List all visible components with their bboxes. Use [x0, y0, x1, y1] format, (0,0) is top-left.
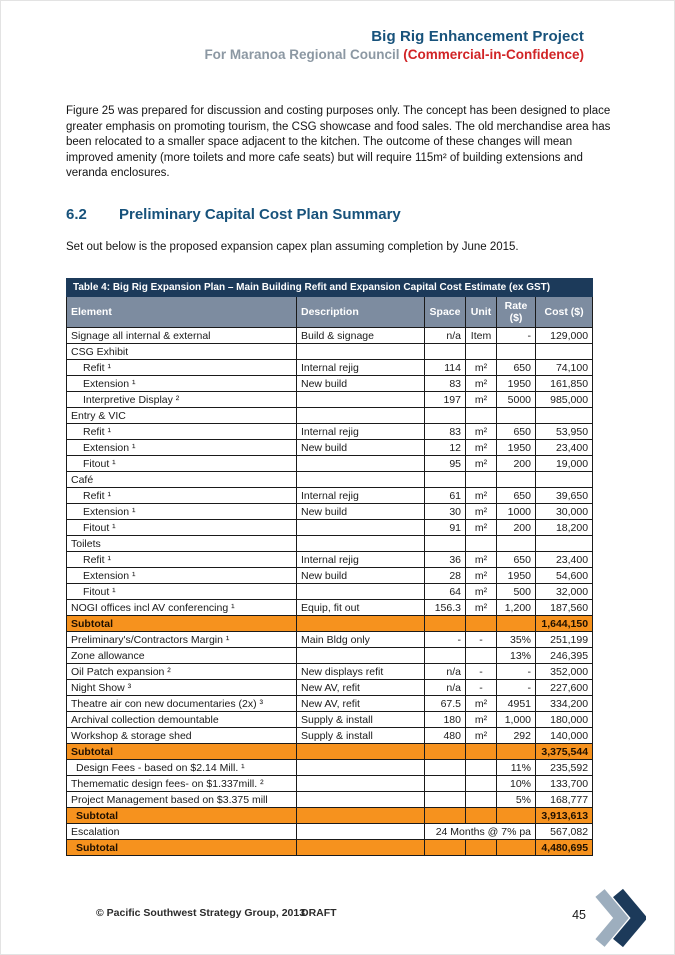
cell-cost: 129,000: [536, 328, 593, 344]
cell-element: Oil Patch expansion ²: [67, 664, 297, 680]
cell-description: [297, 520, 425, 536]
cell-cost: 19,000: [536, 456, 593, 472]
cell-space: 67.5: [425, 696, 466, 712]
cell-element: Workshop & storage shed: [67, 728, 297, 744]
page-number: 45: [572, 908, 586, 922]
cell-cost: 985,000: [536, 392, 593, 408]
cell-space: 114: [425, 360, 466, 376]
confidentiality-label: (Commercial-in-Confidence): [403, 47, 584, 62]
cell-element: Extension ¹: [67, 504, 297, 520]
table-caption: Table 4: Big Rig Expansion Plan – Main Building Refit and Expansion Capital Cost Estimate (ex GST): [67, 279, 593, 297]
cell-unit: [466, 472, 497, 488]
cell-cost: 1,644,150: [536, 616, 593, 632]
table-row: [67, 648, 593, 664]
cell-unit: [466, 792, 497, 808]
cell-element: Project Management based on $3.375 mill: [67, 792, 297, 808]
cell-rate: [497, 808, 536, 824]
cell-space: [425, 792, 466, 808]
cell-space: [425, 776, 466, 792]
cell-rate: -: [497, 664, 536, 680]
cell-space: n/a: [425, 328, 466, 344]
cell-rate: [497, 472, 536, 488]
cell-rate: -: [497, 680, 536, 696]
subtitle-client: For Maranoa Regional Council: [204, 47, 404, 62]
cell-unit: Item: [466, 328, 497, 344]
cell-unit: m²: [466, 552, 497, 568]
cell-unit: m²: [466, 488, 497, 504]
cell-unit: m²: [466, 376, 497, 392]
cell-element: Café: [67, 472, 297, 488]
cell-unit: m²: [466, 584, 497, 600]
cell-cost: 18,200: [536, 520, 593, 536]
cell-description: [297, 792, 425, 808]
table-row: [67, 392, 593, 408]
cell-description: New build: [297, 376, 425, 392]
cell-element: Refit ¹: [67, 552, 297, 568]
cell-description: Main Bldg only: [297, 632, 425, 648]
group-row: [67, 344, 593, 360]
cell-element: Theatre air con new documentaries (2x) ³: [67, 696, 297, 712]
cell-element: Entry & VIC: [67, 408, 297, 424]
cell-element: Signage all internal & external: [67, 328, 297, 344]
cell-space: 180: [425, 712, 466, 728]
cell-unit: -: [466, 632, 497, 648]
cell-element: Extension ¹: [67, 376, 297, 392]
cell-unit: m²: [466, 728, 497, 744]
table-row: [67, 600, 593, 616]
cell-description: [297, 456, 425, 472]
cell-space: n/a: [425, 664, 466, 680]
cell-rate: 1950: [497, 376, 536, 392]
cell-cost: 567,082: [536, 824, 593, 840]
cell-description: [297, 648, 425, 664]
cell-cost: 352,000: [536, 664, 593, 680]
document-header: [204, 28, 584, 62]
cell-rate: [497, 344, 536, 360]
cell-space: [425, 344, 466, 360]
table-row: [67, 328, 593, 344]
cell-space: [425, 616, 466, 632]
cell-description: Supply & install: [297, 728, 425, 744]
cell-description: [297, 472, 425, 488]
cell-cost: 54,600: [536, 568, 593, 584]
table-row: [67, 824, 593, 840]
cell-description: New build: [297, 568, 425, 584]
cell-space: [425, 408, 466, 424]
cell-unit: [466, 648, 497, 664]
cell-element: Escalation: [67, 824, 297, 840]
cell-rate: 5000: [497, 392, 536, 408]
table-row: [67, 424, 593, 440]
cell-unit: m²: [466, 360, 497, 376]
table-row: [67, 488, 593, 504]
cell-cost: 161,850: [536, 376, 593, 392]
cell-space: [425, 840, 466, 856]
cell-cost: 246,395: [536, 648, 593, 664]
cell-description: [297, 824, 425, 840]
cell-unit: [466, 760, 497, 776]
cell-element: Night Show ³: [67, 680, 297, 696]
table-row: [67, 504, 593, 520]
table-row: [67, 584, 593, 600]
cell-unit: m²: [466, 520, 497, 536]
cell-unit: -: [466, 664, 497, 680]
table-row: [67, 792, 593, 808]
cell-rate: 35%: [497, 632, 536, 648]
cell-space: [425, 472, 466, 488]
cell-space: [425, 648, 466, 664]
intro-paragraph: Figure 25 was prepared for discussion and costing purposes only. The concept has been designed to place greater emphasis on promoting tourism, the CSG showcase and food sales. The old merchandise area has been relocated to a smaller space adjacent to the kitchen. The outcome of these changes will mean improved amenity (more toilets and more cafe seats) but will require 115m² of building extensions and veranda enclosures.: [66, 105, 611, 180]
table-row: [67, 456, 593, 472]
cell-description: [297, 408, 425, 424]
draft-watermark: DRAFT: [301, 907, 337, 919]
cell-cost: 187,560: [536, 600, 593, 616]
cell-unit: [466, 744, 497, 760]
col-header-unit: Unit: [466, 297, 497, 328]
cell-element: Themematic design fees- on $1.337mill. ²: [67, 776, 297, 792]
cell-rate: 1950: [497, 568, 536, 584]
cell-rate: 500: [497, 584, 536, 600]
cell-space: 12: [425, 440, 466, 456]
cell-cost: 140,000: [536, 728, 593, 744]
cell-unit: [466, 536, 497, 552]
cell-cost: 3,375,544: [536, 744, 593, 760]
cell-description: [297, 760, 425, 776]
cell-description: New AV, refit: [297, 680, 425, 696]
group-row: [67, 408, 593, 424]
footer-copyright: © Pacific Southwest Strategy Group, 2013: [96, 907, 306, 919]
table-row: [67, 728, 593, 744]
cell-rate: [497, 536, 536, 552]
cell-rate: [497, 840, 536, 856]
cell-cost: 251,199: [536, 632, 593, 648]
cell-cost: 23,400: [536, 552, 593, 568]
cell-space: [425, 536, 466, 552]
cell-element: Subtotal: [67, 840, 297, 856]
cell-cost: 39,650: [536, 488, 593, 504]
cell-description: [297, 616, 425, 632]
cost-table-body: [67, 328, 593, 856]
cell-cost: [536, 472, 593, 488]
cell-space: [425, 760, 466, 776]
cell-element: Interpretive Display ²: [67, 392, 297, 408]
cell-cost: 4,480,695: [536, 840, 593, 856]
cell-cost: 74,100: [536, 360, 593, 376]
table-row: [67, 680, 593, 696]
cell-unit: m²: [466, 424, 497, 440]
cell-rate: 650: [497, 424, 536, 440]
cell-unit: m²: [466, 392, 497, 408]
cell-unit: m²: [466, 600, 497, 616]
cell-cost: 180,000: [536, 712, 593, 728]
capital-cost-table: [66, 278, 593, 856]
cell-description: [297, 392, 425, 408]
col-header-description: Description: [297, 297, 425, 328]
cell-cost: 133,700: [536, 776, 593, 792]
col-header-element: Element: [67, 297, 297, 328]
section-title: Preliminary Capital Cost Plan Summary: [119, 206, 401, 223]
cell-description: [297, 584, 425, 600]
cell-description: Equip, fit out: [297, 600, 425, 616]
cell-cost: 53,950: [536, 424, 593, 440]
table-row: [67, 360, 593, 376]
cell-unit: m²: [466, 696, 497, 712]
cell-unit: m²: [466, 504, 497, 520]
cell-description: Internal rejig: [297, 360, 425, 376]
cell-rate: 13%: [497, 648, 536, 664]
section-paragraph: Set out below is the proposed expansion capex plan assuming completion by June 2015.: [66, 241, 519, 253]
cell-space: 83: [425, 424, 466, 440]
subtotal-row: [67, 744, 593, 760]
cell-description: Build & signage: [297, 328, 425, 344]
cell-space: 480: [425, 728, 466, 744]
cell-cost: [536, 536, 593, 552]
cell-description: New displays refit: [297, 664, 425, 680]
cell-unit: [466, 840, 497, 856]
cell-description: [297, 776, 425, 792]
cell-description: [297, 536, 425, 552]
table-row: [67, 664, 593, 680]
cell-rate: 650: [497, 552, 536, 568]
cell-cost: 334,200: [536, 696, 593, 712]
cell-unit: m²: [466, 568, 497, 584]
cell-escalation-terms: 24 Months @ 7% pa: [425, 824, 536, 840]
cell-rate: 4951: [497, 696, 536, 712]
cell-unit: m²: [466, 456, 497, 472]
group-row: [67, 536, 593, 552]
cell-rate: 1000: [497, 504, 536, 520]
cell-cost: 168,777: [536, 792, 593, 808]
cell-description: Supply & install: [297, 712, 425, 728]
cell-element: Fitout ¹: [67, 520, 297, 536]
cell-description: New build: [297, 440, 425, 456]
cell-element: Subtotal: [67, 744, 297, 760]
page-nav: [572, 885, 646, 951]
subtotal-row: [67, 840, 593, 856]
cell-rate: 10%: [497, 776, 536, 792]
table-row: [67, 520, 593, 536]
cell-rate: 1950: [497, 440, 536, 456]
cell-element: Refit ¹: [67, 488, 297, 504]
cell-element: Fitout ¹: [67, 456, 297, 472]
cell-element: Zone allowance: [67, 648, 297, 664]
cell-space: 36: [425, 552, 466, 568]
cell-rate: 5%: [497, 792, 536, 808]
col-header-space: Space: [425, 297, 466, 328]
cell-rate: 1,000: [497, 712, 536, 728]
cell-space: 156.3: [425, 600, 466, 616]
section-heading: [66, 206, 401, 223]
cell-element: Subtotal: [67, 808, 297, 824]
section-number: 6.2: [66, 206, 87, 223]
cell-element: Extension ¹: [67, 440, 297, 456]
table-row: [67, 712, 593, 728]
cell-rate: 650: [497, 488, 536, 504]
table-row: [67, 552, 593, 568]
cell-cost: 227,600: [536, 680, 593, 696]
cell-description: New build: [297, 504, 425, 520]
cell-space: -: [425, 632, 466, 648]
cell-unit: [466, 408, 497, 424]
cell-description: [297, 808, 425, 824]
cell-unit: -: [466, 680, 497, 696]
cell-rate: [497, 744, 536, 760]
cell-description: [297, 840, 425, 856]
cell-description: [297, 344, 425, 360]
cell-description: Internal rejig: [297, 552, 425, 568]
cell-rate: 292: [497, 728, 536, 744]
cell-rate: 11%: [497, 760, 536, 776]
group-row: [67, 472, 593, 488]
cell-element: Subtotal: [67, 616, 297, 632]
cell-unit: [466, 344, 497, 360]
cell-description: New AV, refit: [297, 696, 425, 712]
table-row: [67, 760, 593, 776]
cell-rate: 650: [497, 360, 536, 376]
cell-description: Internal rejig: [297, 488, 425, 504]
table-row: [67, 632, 593, 648]
cell-cost: 3,913,613: [536, 808, 593, 824]
col-header-rate: Rate ($): [497, 297, 536, 328]
cell-space: 64: [425, 584, 466, 600]
cell-element: Extension ¹: [67, 568, 297, 584]
cell-space: 95: [425, 456, 466, 472]
cell-space: 30: [425, 504, 466, 520]
cell-cost: [536, 408, 593, 424]
cell-rate: 200: [497, 520, 536, 536]
cell-element: NOGI offices incl AV conferencing ¹: [67, 600, 297, 616]
subtotal-row: [67, 616, 593, 632]
cell-rate: 200: [497, 456, 536, 472]
cell-space: 28: [425, 568, 466, 584]
cell-element: Fitout ¹: [67, 584, 297, 600]
cell-rate: -: [497, 328, 536, 344]
table-row: [67, 776, 593, 792]
cell-cost: 235,592: [536, 760, 593, 776]
table-caption-row: [67, 279, 593, 297]
cell-cost: 32,000: [536, 584, 593, 600]
cell-description: Internal rejig: [297, 424, 425, 440]
document-subtitle: [204, 47, 584, 62]
document-title: Big Rig Enhancement Project: [371, 28, 584, 45]
table-row: [67, 568, 593, 584]
cell-element: CSG Exhibit: [67, 344, 297, 360]
cell-unit: [466, 616, 497, 632]
cell-description: [297, 744, 425, 760]
cell-element: Archival collection demountable: [67, 712, 297, 728]
cell-space: 61: [425, 488, 466, 504]
table-row: [67, 376, 593, 392]
cell-unit: [466, 776, 497, 792]
table-row: [67, 440, 593, 456]
cell-space: 197: [425, 392, 466, 408]
table-row: [67, 696, 593, 712]
cell-element: Refit ¹: [67, 424, 297, 440]
cell-cost: 23,400: [536, 440, 593, 456]
col-header-cost: Cost ($): [536, 297, 593, 328]
cell-rate: 1,200: [497, 600, 536, 616]
cell-space: 83: [425, 376, 466, 392]
cell-cost: 30,000: [536, 504, 593, 520]
cell-rate: [497, 408, 536, 424]
cell-unit: m²: [466, 712, 497, 728]
table-header-row: [67, 297, 593, 328]
cell-space: [425, 744, 466, 760]
cell-space: n/a: [425, 680, 466, 696]
cell-rate: [497, 616, 536, 632]
cell-cost: [536, 344, 593, 360]
cell-element: Design Fees - based on $2.14 Mill. ¹: [67, 760, 297, 776]
subtotal-row: [67, 808, 593, 824]
cell-unit: [466, 808, 497, 824]
cell-element: Toilets: [67, 536, 297, 552]
cell-space: [425, 808, 466, 824]
cell-space: 91: [425, 520, 466, 536]
cell-element: Preliminary's/Contractors Margin ¹: [67, 632, 297, 648]
double-chevron-icon: [590, 885, 646, 951]
cell-unit: m²: [466, 440, 497, 456]
cell-element: Refit ¹: [67, 360, 297, 376]
cost-table: [66, 278, 592, 856]
